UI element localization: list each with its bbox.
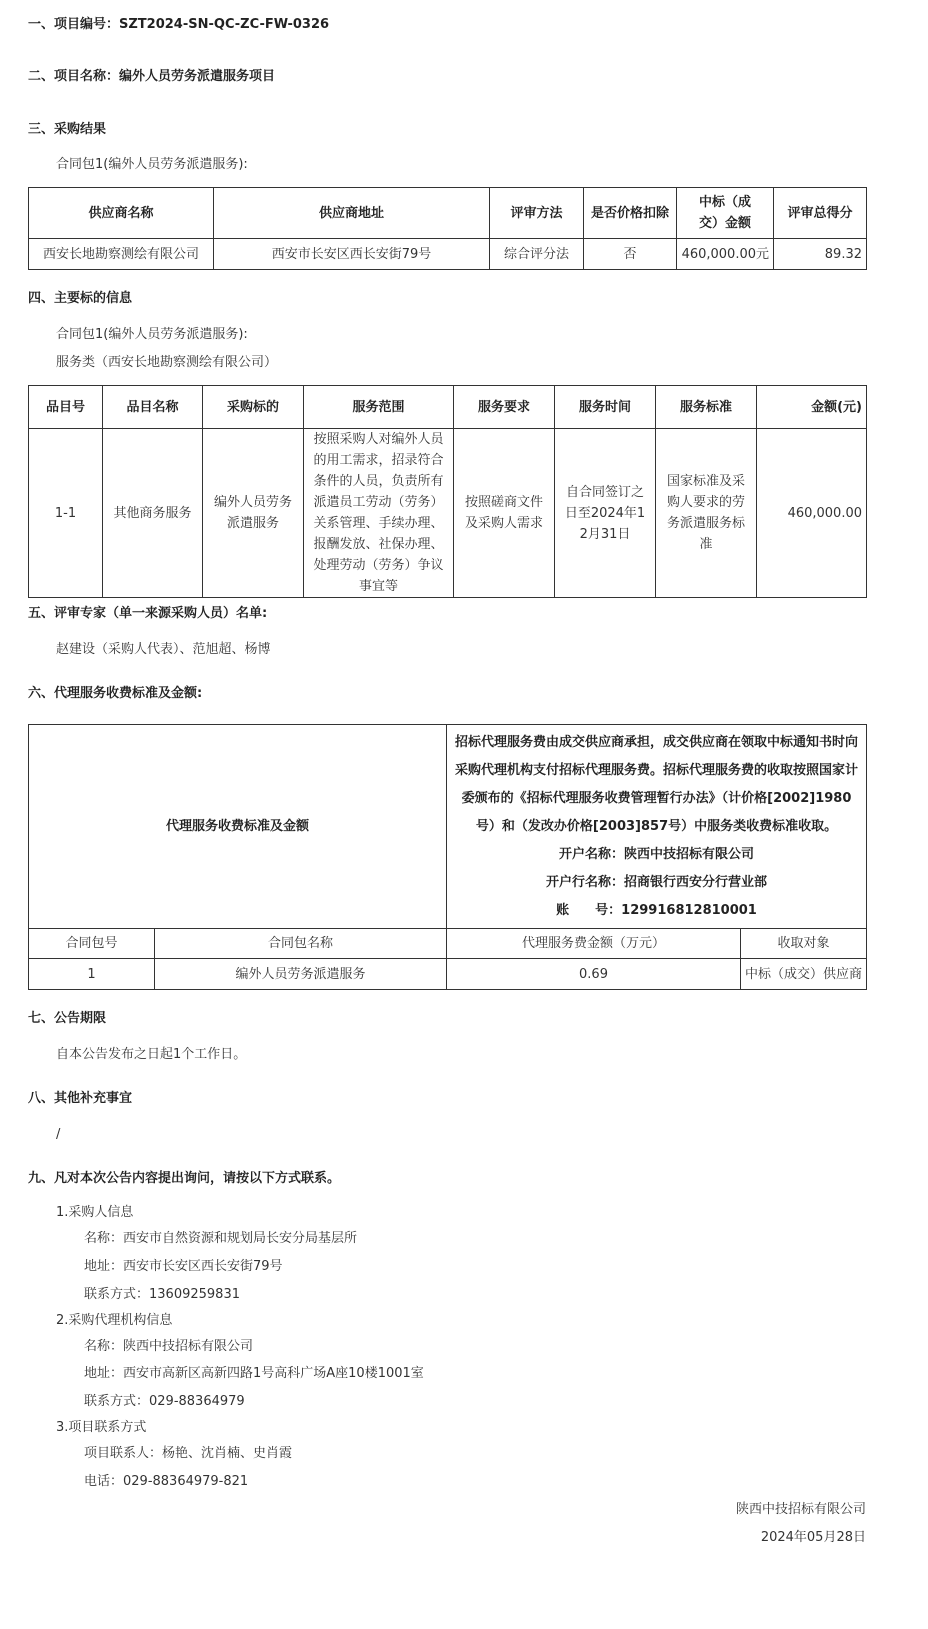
buyer-info-title: 1.采购人信息 [56, 1205, 134, 1220]
table-row [29, 429, 867, 598]
announcement-period-text: 自本公告发布之日起1个工作日。 [56, 1047, 247, 1062]
table-cell: 否 [584, 239, 677, 270]
project-number-label: 一、项目编号： [28, 17, 120, 32]
items-package-label: 合同包1(编外人员劳务派遣服务): [56, 327, 248, 342]
result-header-cell: 是否价格扣除 [584, 188, 677, 239]
table-cell: 编外人员劳务派遣服务 [203, 429, 304, 598]
experts-names: 赵建设（采购人代表）、范旭超、杨博 [56, 642, 271, 657]
item-header-cell: 服务标准 [656, 386, 757, 429]
table-cell: 1-1 [29, 429, 103, 598]
table-cell: 按照磋商文件及采购人需求 [454, 429, 555, 598]
table-cell: 中标（成交）供应商 [741, 959, 867, 990]
item-header-cell: 品目号 [29, 386, 103, 429]
fee-description-row [29, 725, 867, 929]
table-cell: 89.32 [774, 239, 867, 270]
footer-date: 2024年05月28日 [760, 1530, 866, 1545]
fee-table-header [29, 929, 867, 959]
agency-address: 地址：西安市高新区高新四路1号高科广场A座10楼1001室 [84, 1366, 424, 1381]
item-header-cell: 服务要求 [454, 386, 555, 429]
fee-description: 招标代理服务费由成交供应商承担，成交供应商在领取中标通知书时向采购代理机构支付招标代理服务费。招标代理服务费的收取按照国家计委颁布的《招标代理服务收费管理暂行办法》（计价格[2002]1980号）和（发改办价格[2003]857号）中服务类收费标准收取。 [455, 734, 859, 834]
fee-table [28, 724, 867, 990]
project-name-value: 编外人员劳务派遣服务项目 [119, 69, 276, 84]
table-cell: 460,000.00 [757, 429, 867, 598]
account-number: 账 号：129916812810001 [556, 902, 757, 918]
bank-name: 开户行名称：招商银行西安分行营业部 [546, 874, 768, 890]
fee-label-cell: 代理服务收费标准及金额 [29, 725, 447, 929]
project-contact-title: 3.项目联系方式 [56, 1420, 147, 1435]
fee-header-cell: 代理服务费金额（万元） [447, 929, 741, 959]
announcement-period-heading: 七、公告期限 [28, 1011, 107, 1026]
contact-heading: 九、凡对本次公告内容提出询问，请按以下方式联系。 [28, 1171, 341, 1186]
result-package-label: 合同包1(编外人员劳务派遣服务): [56, 157, 248, 172]
table-cell: 综合评分法 [490, 239, 584, 270]
project-number-row [28, 16, 329, 34]
table-cell: 国家标准及采购人要求的劳务派遣服务标准 [656, 429, 757, 598]
table-cell: 0.69 [447, 959, 741, 990]
table-cell: 460,000.00元 [677, 239, 774, 270]
other-matters-text: / [56, 1127, 61, 1142]
project-number-value: SZT2024-SN-QC-ZC-FW-0326 [119, 17, 330, 32]
item-header-cell: 金额(元) [757, 386, 867, 429]
agency-info-title: 2.采购代理机构信息 [56, 1313, 173, 1328]
fee-header-cell: 合同包号 [29, 929, 155, 959]
item-table [28, 385, 867, 598]
item-header-cell: 服务时间 [555, 386, 656, 429]
buyer-name: 名称：西安市自然资源和规划局长安分局基层所 [84, 1231, 358, 1246]
result-table-header [29, 188, 867, 239]
procurement-result-heading: 三、采购结果 [28, 122, 107, 137]
table-cell: 编外人员劳务派遣服务 [155, 959, 447, 990]
result-header-cell: 供应商名称 [29, 188, 214, 239]
item-header-cell: 品目名称 [103, 386, 203, 429]
fee-description-cell [447, 725, 867, 929]
experts-heading: 五、评审专家（单一来源采购人员）名单: [28, 606, 268, 621]
buyer-phone: 联系方式：13609259831 [84, 1287, 240, 1302]
result-table [28, 187, 867, 270]
other-matters-heading: 八、其他补充事宜 [28, 1091, 133, 1106]
agency-phone: 联系方式：029-88364979 [84, 1394, 245, 1409]
project-name-row [28, 68, 275, 86]
buyer-address: 地址：西安市长安区西长安街79号 [84, 1259, 283, 1274]
table-row [29, 239, 867, 270]
footer-company: 陕西中技招标有限公司 [735, 1502, 866, 1517]
service-type-label: 服务类（西安长地勘察测绘有限公司） [56, 355, 278, 370]
table-cell: 按照采购人对编外人员的用工需求，招录符合条件的人员，负责所有派遣员工劳动（劳务）关系管理、手续办理、报酬发放、社保办理、处理劳动（劳务）争议事宜等 [304, 429, 454, 598]
agency-name: 名称：陕西中技招标有限公司 [84, 1339, 254, 1354]
main-items-heading: 四、主要标的信息 [28, 291, 133, 306]
table-row [29, 959, 867, 990]
result-header-cell: 评审总得分 [774, 188, 867, 239]
item-header-cell: 采购标的 [203, 386, 304, 429]
result-header-cell: 中标（成交）金额 [677, 188, 774, 239]
item-table-header [29, 386, 867, 429]
table-cell: 西安长地勘察测绘有限公司 [29, 239, 214, 270]
table-cell: 其他商务服务 [103, 429, 203, 598]
project-name-label: 二、项目名称： [28, 69, 120, 84]
project-contact-phone: 电话：029-88364979-821 [84, 1474, 249, 1489]
table-cell: 1 [29, 959, 155, 990]
fee-header-cell: 收取对象 [741, 929, 867, 959]
project-contact-people: 项目联系人：杨艳、沈肖楠、史肖霞 [84, 1446, 293, 1461]
result-header-cell: 供应商地址 [214, 188, 490, 239]
table-cell: 自合同签订之日至2024年12月31日 [555, 429, 656, 598]
table-cell: 西安市长安区西长安街79号 [214, 239, 490, 270]
account-name: 开户名称：陕西中技招标有限公司 [559, 846, 755, 862]
item-header-cell: 服务范围 [304, 386, 454, 429]
agency-fee-heading: 六、代理服务收费标准及金额: [28, 686, 203, 701]
fee-header-cell: 合同包名称 [155, 929, 447, 959]
result-header-cell: 评审方法 [490, 188, 584, 239]
